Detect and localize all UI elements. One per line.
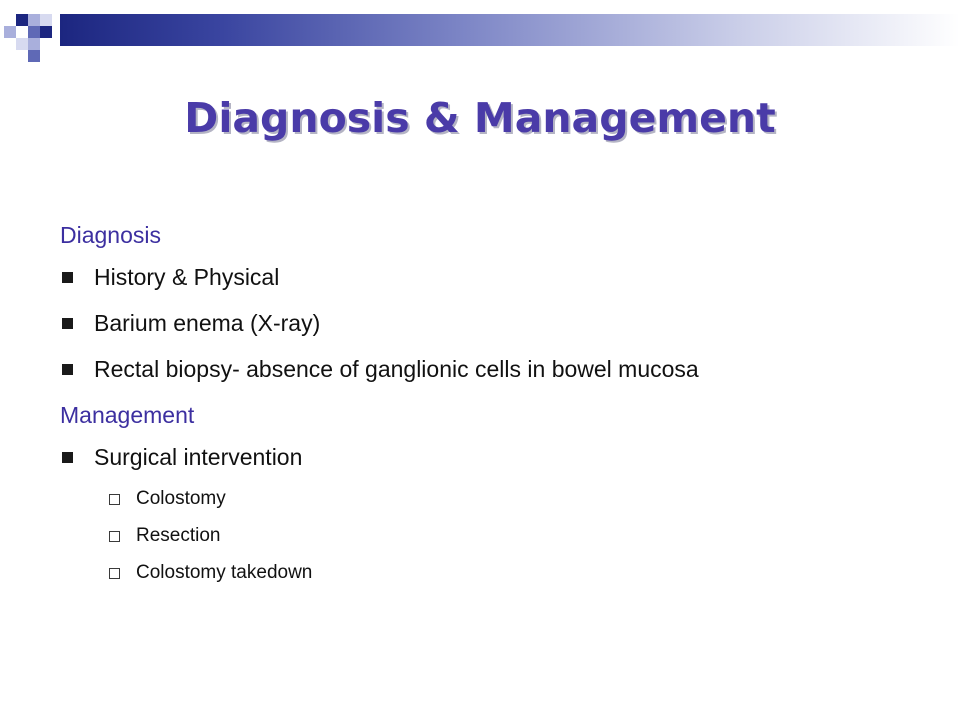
header-square	[4, 26, 16, 38]
header-square	[16, 14, 28, 26]
bullet-text: Surgical intervention	[94, 444, 303, 470]
bullet-text: Rectal biopsy- absence of ganglionic cells in bowel mucosa	[94, 356, 699, 382]
section-heading-management: Management	[60, 402, 195, 428]
filled-square-bullet-icon	[62, 272, 73, 283]
hollow-square-bullet-icon	[109, 568, 120, 579]
header-gradient-bar	[60, 14, 960, 46]
header-square	[16, 38, 28, 50]
bullet-item	[60, 434, 920, 480]
header-square	[40, 14, 52, 26]
hollow-square-bullet-icon	[109, 531, 120, 542]
header-square	[28, 38, 40, 50]
sub-bullet-item	[60, 480, 920, 517]
filled-square-bullet-icon	[62, 318, 73, 329]
header-square	[28, 26, 40, 38]
filled-square-bullet-icon	[62, 364, 73, 375]
section-heading-diagnosis: Diagnosis	[60, 222, 161, 248]
slide-title: Diagnosis & Management	[184, 94, 776, 142]
sub-bullet-text: Colostomy	[136, 488, 226, 509]
hollow-square-bullet-icon	[109, 494, 120, 505]
sub-bullet-item	[60, 517, 920, 554]
bullet-item	[60, 300, 920, 346]
header-square	[28, 14, 40, 26]
slide-body	[60, 216, 920, 591]
bullet-item	[60, 346, 920, 396]
sub-bullet-text: Resection	[136, 525, 221, 546]
header-square	[16, 26, 28, 38]
sub-bullet-text: Colostomy takedown	[136, 562, 313, 583]
filled-square-bullet-icon	[62, 452, 73, 463]
bullet-text: History & Physical	[94, 264, 280, 290]
bullet-item	[60, 254, 920, 300]
header-square	[40, 26, 52, 38]
sub-bullet-item	[60, 554, 920, 591]
bullet-text: Barium enema (X-ray)	[94, 310, 321, 336]
header-square	[28, 50, 40, 62]
